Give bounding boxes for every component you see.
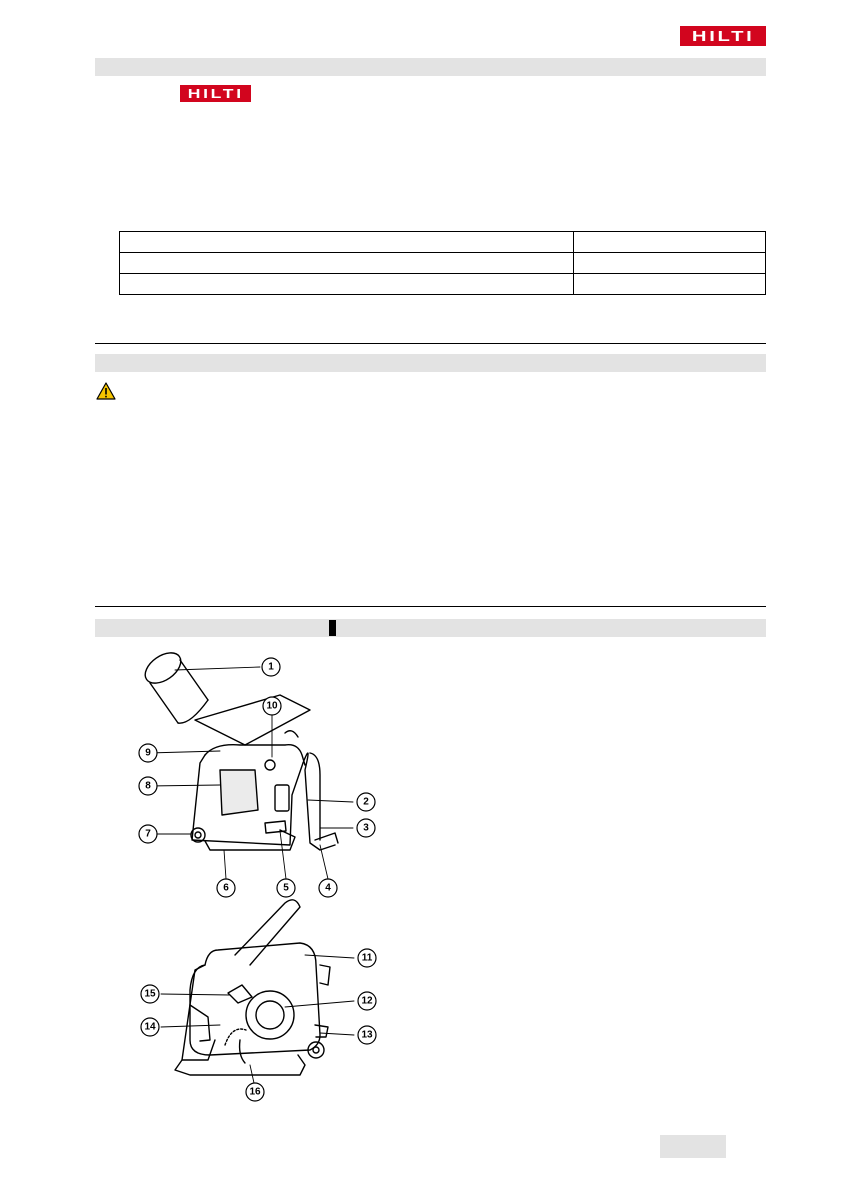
callout-15 <box>141 985 159 1003</box>
svg-text:13: 13 <box>361 1029 373 1041</box>
callout-2 <box>357 793 375 811</box>
svg-text:4: 4 <box>325 882 331 894</box>
svg-text:1: 1 <box>268 661 274 673</box>
svg-text:11: 11 <box>361 952 373 964</box>
dust-hood-side-view <box>140 647 338 850</box>
table-row <box>120 232 766 253</box>
section-divider <box>95 343 766 344</box>
svg-text:14: 14 <box>144 1021 156 1033</box>
callout-8 <box>139 777 157 795</box>
svg-text:16: 16 <box>249 1086 261 1098</box>
table-cell <box>574 274 766 295</box>
callout-14 <box>141 1018 159 1036</box>
svg-text:15: 15 <box>144 988 156 1000</box>
svg-text:5: 5 <box>283 882 289 894</box>
callout-10 <box>263 697 281 715</box>
svg-text:10: 10 <box>266 700 278 712</box>
callout-leaders <box>148 667 354 1083</box>
svg-text:3: 3 <box>363 822 369 834</box>
section-header-bar <box>95 619 766 637</box>
data-table <box>119 231 766 295</box>
table-cell <box>574 232 766 253</box>
text-marker <box>329 620 336 636</box>
callout-13 <box>358 1026 376 1044</box>
callout-11 <box>358 949 376 967</box>
table-cell <box>120 274 574 295</box>
hilti-logo-small: HILTI <box>180 85 251 102</box>
callout-7 <box>139 825 157 843</box>
section-header-bar <box>95 354 766 372</box>
callout-16 <box>246 1083 264 1101</box>
table-row <box>120 253 766 274</box>
svg-text:2: 2 <box>363 796 369 808</box>
callout-6 <box>217 879 235 897</box>
svg-text:7: 7 <box>145 828 151 840</box>
callout-3 <box>357 819 375 837</box>
dust-hood-inner-view <box>175 900 330 1075</box>
product-figure <box>120 645 390 1105</box>
page-number-box <box>660 1135 726 1158</box>
svg-text:12: 12 <box>361 995 373 1007</box>
svg-text:8: 8 <box>145 780 151 792</box>
callout-4 <box>319 879 337 897</box>
table-cell <box>120 253 574 274</box>
callout-1 <box>262 658 280 676</box>
table-cell <box>120 232 574 253</box>
hilti-logo: HILTI <box>680 26 766 46</box>
section-header-bar <box>95 58 766 76</box>
callout-9 <box>139 744 157 762</box>
svg-text:6: 6 <box>223 882 229 894</box>
callout-12 <box>358 992 376 1010</box>
callout-5 <box>277 879 295 897</box>
table-cell <box>574 253 766 274</box>
table-row <box>120 274 766 295</box>
svg-text:9: 9 <box>145 747 151 759</box>
warning-icon <box>96 382 116 400</box>
section-divider <box>95 606 766 607</box>
